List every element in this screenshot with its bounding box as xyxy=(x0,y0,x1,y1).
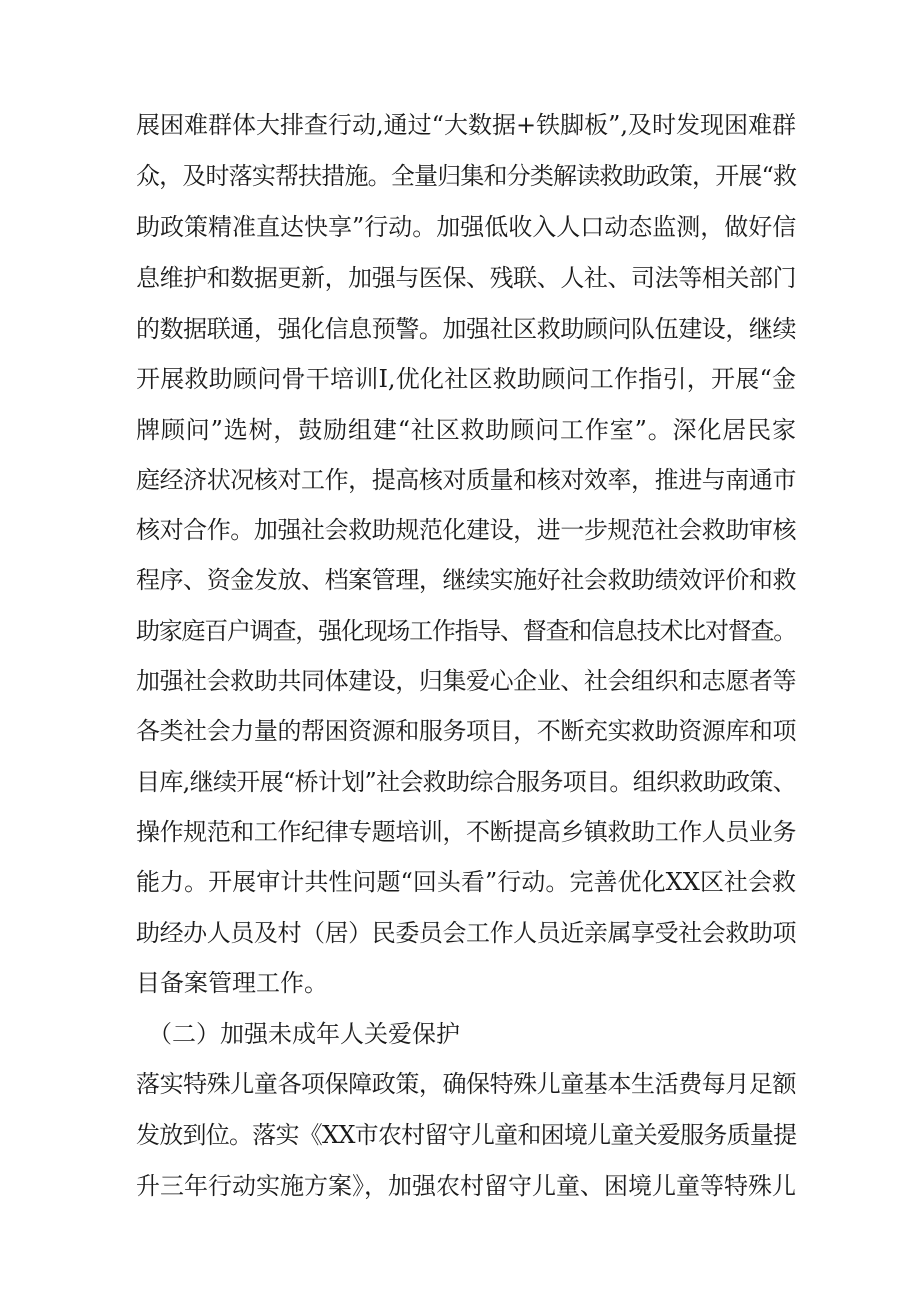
paragraph-line: 操作规范和工作纪律专题培训，不断提高乡镇救助工作人员业务 xyxy=(136,818,796,846)
paragraph-line: 各类社会力量的帮困资源和服务项目，不断充实救助资源库和项 xyxy=(136,717,796,745)
section-heading: （二）加强未成年人关爱保护 xyxy=(148,1020,460,1048)
paragraph-line: 能力。开展审计共性问题“回头看”行动。完善优化XX区社会救 xyxy=(136,868,796,896)
paragraph-line: 落实特殊儿童各项保障政策，确保特殊儿童基本生活费每月足额 xyxy=(136,1070,796,1098)
paragraph-line: 助家庭百户调查，强化现场工作指导、督查和信息技术比对督查。 xyxy=(136,617,796,645)
paragraph-line: 展困难群体大排查行动,通过“大数据+铁脚板”,及时发现困难群 xyxy=(136,111,796,139)
paragraph-line: 升三年行动实施方案》，加强农村留守儿童、困境儿童等特殊儿 xyxy=(136,1172,796,1200)
paragraph-line: 助政策精准直达快享”行动。加强低收入人口动态监测，做好信 xyxy=(136,213,797,241)
paragraph-line: 的数据联通，强化信息预警。加强社区救助顾问队伍建设，继续 xyxy=(136,315,796,343)
paragraph-line: 息维护和数据更新，加强与医保、残联、人社、司法等相关部门 xyxy=(136,264,796,292)
paragraph-line: 发放到位。落实《XX市农村留守儿童和困境儿童关爱服务质量提 xyxy=(136,1121,797,1149)
paragraph-line: 目备案管理工作。 xyxy=(136,969,328,997)
paragraph-line: 牌顾问”选树，鼓励组建“社区救助顾问工作室”。深化居民家 xyxy=(136,416,796,444)
paragraph-line: 庭经济状况核对工作，提高核对质量和核对效率，推进与南通市 xyxy=(136,466,796,494)
paragraph-line: 加强社会救助共同体建设，归集爱心企业、社会组织和志愿者等 xyxy=(136,667,796,695)
paragraph-line: 众，及时落实帮扶措施。全量归集和分类解读救助政策，开展“救 xyxy=(136,162,796,190)
paragraph-line: 助经办人员及村（居）民委员会工作人员近亲属享受社会救助项 xyxy=(136,919,796,947)
paragraph-line: 核对合作。加强社会救助规范化建设，进一步规范社会救助审核 xyxy=(136,516,796,544)
paragraph-line: 程序、资金发放、档案管理，继续实施好社会救助绩效评价和救 xyxy=(136,566,796,594)
paragraph-line: 目库,继续开展“桥计划”社会救助综合服务项目。组织救助政策、 xyxy=(136,768,796,796)
paragraph-line: 开展救助顾问骨干培训I,优化社区救助顾问工作指引，开展“金 xyxy=(136,365,796,393)
